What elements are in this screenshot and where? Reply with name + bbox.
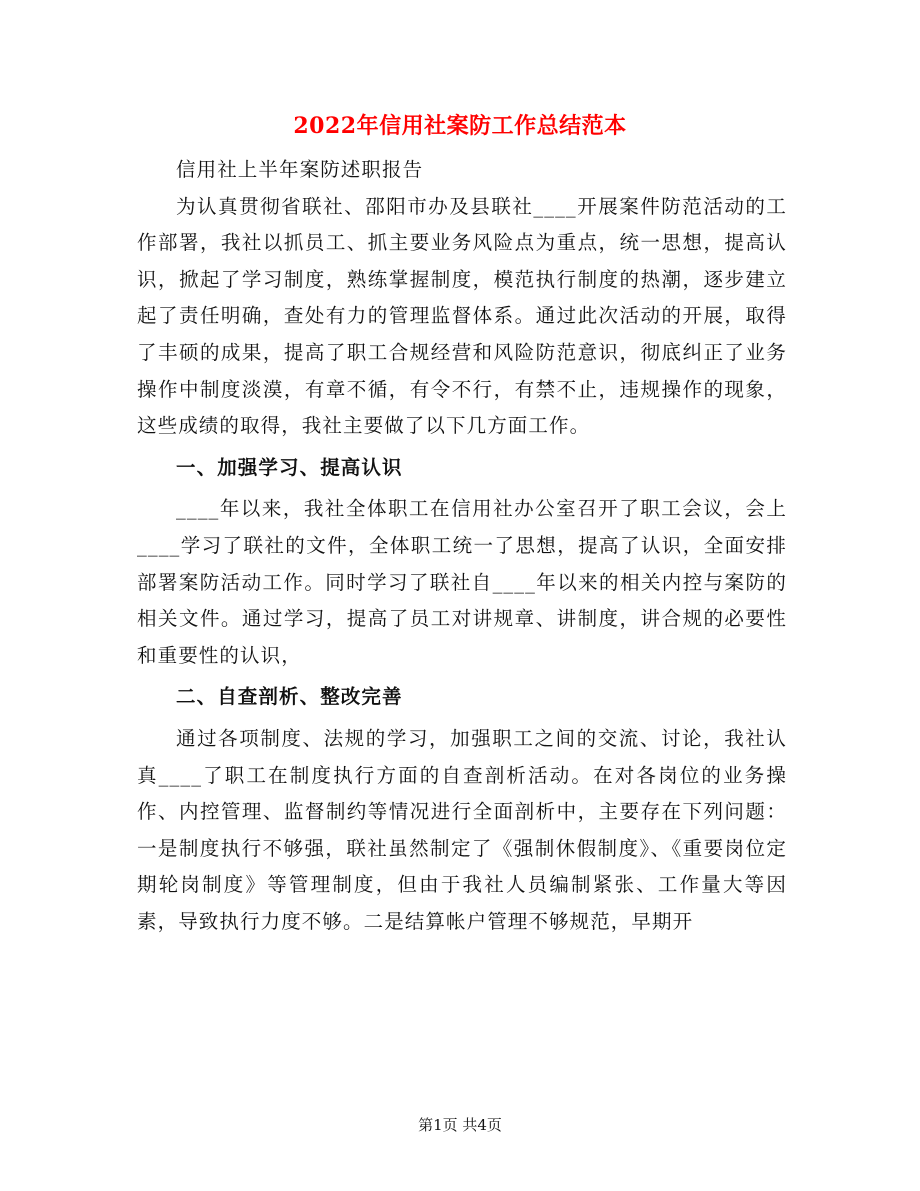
- page-number-footer: 第1页 共4页: [418, 1116, 502, 1134]
- document-title: 2022年信用社案防工作总结范本: [293, 113, 627, 139]
- section-heading-1: 一、加强学习、提高认识: [176, 455, 403, 479]
- document-body: [137, 152, 787, 940]
- section-body-2: 通过各项制度、法规的学习，加强职工之间的交流、讨论，我社认真____了职工在制度执行方面的自查剖析活动。在对各岗位的业务操作、内控管理、监督制约等情况进行全面剖析中，主要存在下列问题：一是制度执行不够强，联社虽然制定了《强制休假制度》、《重要岗位定期轮岗制度》等管理制度，但由于我社人员编制紧张、工作量大等因素，导致执行力度不够。二是结算帐户管理不够规范，早期开: [137, 726, 787, 933]
- section-body-1: ____年以来，我社全体职工在信用社办公室召开了职工会议，会上____学习了联社的文件，全体职工统一了思想，提高了认识，全面安排部署案防活动工作。同时学习了联社自____年以来的相关内控与案防的相关文件。通过学习，提高了员工对讲规章、讲制度，讲合规的必要性和重要性的认识，: [137, 497, 787, 667]
- document-subtitle: 信用社上半年案防述职报告: [176, 158, 424, 181]
- section-heading-2: 二、自查剖析、整改完善: [176, 685, 403, 709]
- intro-paragraph: 为认真贯彻省联社、邵阳市办及县联社____开展案件防范活动的工作部署，我社以抓员工、抓主要业务风险点为重点，统一思想，提高认识，掀起了学习制度，熟练掌握制度，模范执行制度的热潮，逐步建立起了责任明确，查处有力的管理监督体系。通过此次活动的开展，取得了丰硕的成果，提高了职工合规经营和风险防范意识，彻底纠正了业务操作中制度淡漠，有章不循，有令不行，有禁不止，违规操作的现象，这些成绩的取得，我社主要做了以下几方面工作。: [137, 194, 787, 438]
